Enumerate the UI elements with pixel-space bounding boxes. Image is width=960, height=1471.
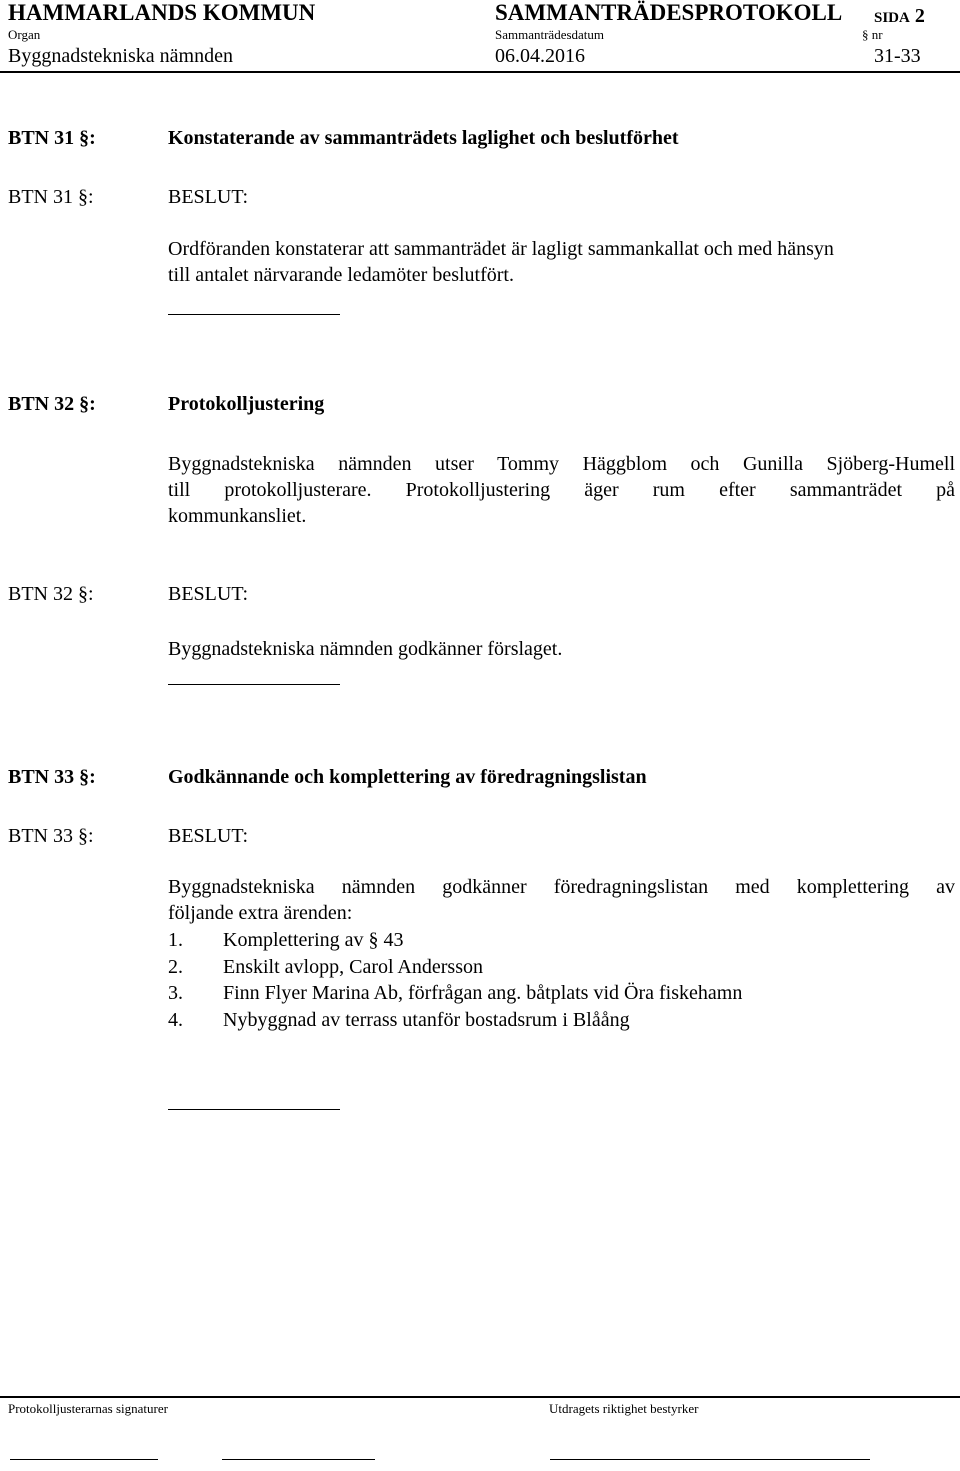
- decision-text: [168, 236, 955, 288]
- decision-text: Byggnadstekniska nämnden godkänner förslaget.: [168, 638, 563, 660]
- nr-value: 31-33: [874, 45, 921, 67]
- body-line: kommunkansliet.: [168, 505, 307, 527]
- section-body: [168, 451, 955, 529]
- decision-text-line: Ordföranden konstaterar att sammanträdet är lagligt sammankallat och med hänsyn: [168, 238, 834, 260]
- decision-text: [168, 874, 955, 926]
- decision-label: BTN 33 §:: [8, 825, 94, 847]
- certification-label: Utdragets riktighet bestyrker: [549, 1401, 699, 1416]
- section-title: Godkännande och komplettering av föredragningslistan: [168, 766, 647, 788]
- section-separator: [168, 684, 340, 685]
- signature-line: [222, 1459, 375, 1460]
- list-item: 2. Enskilt avlopp, Carol Andersson: [168, 955, 483, 978]
- section-label: BTN 33 §:: [8, 766, 96, 788]
- decision-text-line: Byggnadstekniska nämnden godkänner föredragningslistan med komplettering av: [168, 876, 955, 898]
- footer-divider: [0, 1396, 960, 1398]
- decision-heading: BESLUT:: [168, 186, 249, 208]
- signature-line: [10, 1459, 158, 1460]
- nr-label: § nr: [862, 27, 883, 42]
- extra-items-list: [168, 927, 742, 1033]
- section-label: BTN 31 §:: [8, 127, 96, 149]
- decision-text-line: följande extra ärenden:: [168, 902, 353, 924]
- body-line: till protokolljusterare. Protokolljustering äger rum efter sammanträdet på: [168, 479, 955, 501]
- list-item: 1. Komplettering av § 43: [168, 929, 404, 951]
- header-divider: [0, 71, 960, 73]
- decision-label: BTN 32 §:: [8, 583, 94, 605]
- decision-heading: BESLUT:: [168, 583, 249, 605]
- date-value: 06.04.2016: [495, 45, 585, 67]
- decision-text-line: till antalet närvarande ledamöter beslutfört.: [168, 264, 514, 286]
- body-line: Byggnadstekniska nämnden utser Tommy Häggblom och Gunilla Sjöberg-Humell: [168, 453, 955, 475]
- decision-heading: BESLUT:: [168, 825, 249, 847]
- section-separator: [168, 1109, 340, 1110]
- municipality-name: HAMMARLANDS KOMMUN: [8, 0, 316, 25]
- list-item: 3. Finn Flyer Marina Ab, förfrågan ang. båtplats vid Öra fiskehamn: [168, 982, 743, 1004]
- section-label: BTN 32 §:: [8, 393, 96, 415]
- list-item: 4. Nybyggnad av terrass utanför bostadsrum i Blåång: [168, 1008, 630, 1031]
- section-title: Konstaterande av sammanträdets laglighet och beslutförhet: [168, 127, 679, 149]
- decision-label: BTN 31 §:: [8, 186, 94, 208]
- section-title: Protokolljustering: [168, 393, 325, 415]
- protocol-title: SAMMANTRÄDESPROTOKOLL: [495, 0, 843, 25]
- certification-line: [550, 1459, 870, 1460]
- organ-value: Byggnadstekniska nämnden: [8, 45, 233, 67]
- page-number: 2: [914, 5, 925, 27]
- organ-label: Organ: [8, 27, 41, 42]
- section-separator: [168, 314, 340, 315]
- signatures-label: Protokolljusterarnas signaturer: [8, 1401, 168, 1416]
- date-label: Sammanträdesdatum: [495, 27, 605, 42]
- page-label: SIDA: [874, 10, 910, 26]
